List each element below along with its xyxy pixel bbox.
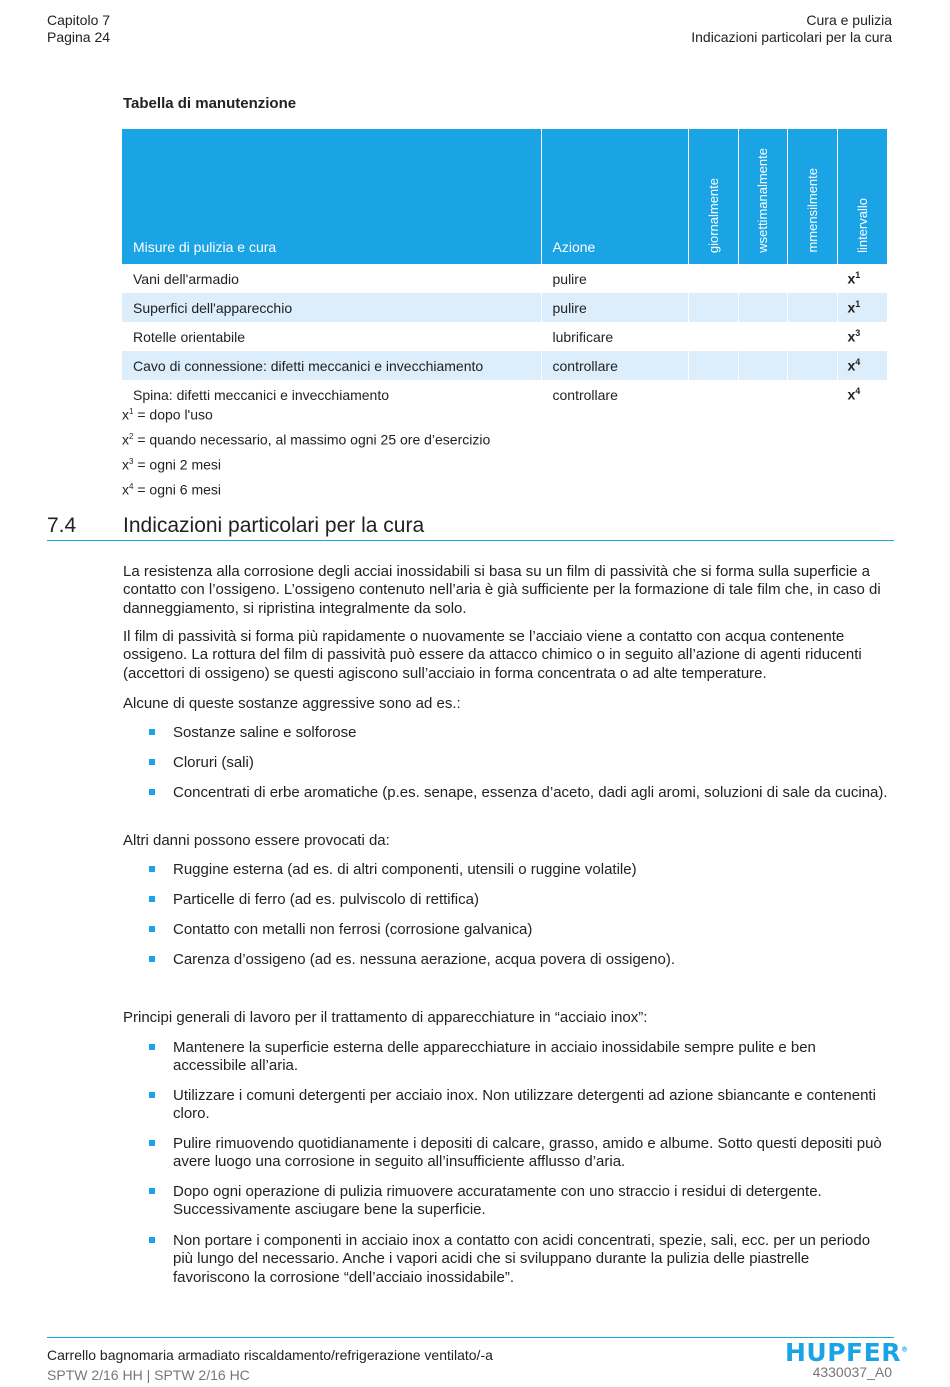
- list-item: Utilizzare i comuni detergenti per acciaio inox. Non utilizzare detergenti ad azione sbiancante e contenenti cloro.: [173, 1087, 876, 1123]
- list-item: Pulire rimuovendo quotidianamente i depositi di calcare, grasso, amido e albume. Sotto questi depositi può avere luogo una corrosione in seguito all’insufficiente afflusso d’aria.: [173, 1135, 882, 1171]
- list-item: Concentrati di erbe aromatiche (p.es. senape, essenza d’aceto, dadi agli aromi, soluzioni di sale da cucina).: [173, 784, 888, 801]
- table-row: [122, 351, 887, 380]
- table-row: [122, 322, 887, 351]
- subsection-label: Indicazioni particolari per la cura: [691, 29, 892, 45]
- header-monthly: mmensilmente: [787, 129, 837, 264]
- footnote: $x^2$ = quando necessario, al massimo ogni 25 ore d’esercizio: [122, 431, 491, 448]
- bullet-icon: [149, 789, 155, 795]
- footnote: $x^4$ = ogni 6 mesi: [122, 482, 222, 499]
- chapter-label: Capitolo 7: [47, 12, 111, 28]
- model-numbers: SPTW 2/16 HH | SPTW 2/16 HC: [47, 1367, 250, 1383]
- row-action: pulire: [541, 293, 688, 322]
- row-interval-mark: $x^1$: [837, 293, 887, 322]
- list-item: Sostanze saline e solforose: [173, 724, 357, 741]
- list-item: Cloruri (sali): [173, 754, 254, 771]
- table-row: [122, 293, 887, 322]
- paragraph: Altri danni possono essere provocati da:: [123, 832, 390, 849]
- list-item: Contatto con metalli non ferrosi (corrosione galvanica): [173, 921, 533, 938]
- paragraph: La resistenza alla corrosione degli acciai inossidabili si basa su un film di passività che si forma sulla superficie a contatto con l’ossigeno. L’ossigeno contenuto nell’aria è già sufficiente per la formazione di tale film che, in caso di danneggiamento, si ripristina integralmente da solo.: [123, 563, 881, 617]
- bullet-icon: [149, 1188, 155, 1194]
- footer-divider: [47, 1337, 894, 1338]
- row-interval-mark: $x^4$: [837, 380, 887, 409]
- bullet-icon: [149, 1237, 155, 1243]
- table-title: Tabella di manutenzione: [123, 95, 297, 112]
- paragraph: Principi generali di lavoro per il trattamento di apparecchiature in “acciaio inox”:: [123, 1009, 648, 1026]
- footnote: $x^3$ = ogni 2 mesi: [122, 456, 222, 473]
- header-measures: Misure di pulizia e cura: [122, 129, 541, 264]
- row-action: lubrificare: [541, 322, 688, 351]
- bullet-icon: [149, 866, 155, 872]
- bullet-icon: [149, 759, 155, 765]
- list-item: Mantenere la superficie esterna delle apparecchiature in acciaio inossidabile sempre pulite e ben accessibile all’aria.: [173, 1039, 816, 1075]
- row-measure: Superfici dell'apparecchio: [122, 293, 541, 322]
- hupfer-logo: HUPFER®: [785, 1338, 909, 1367]
- row-interval-mark: $x^4$: [837, 351, 887, 380]
- bullet-icon: [149, 896, 155, 902]
- bullet-icon: [149, 956, 155, 962]
- list-item: Particelle di ferro (ad es. pulviscolo di rettifica): [173, 891, 479, 908]
- bullet-icon: [149, 1092, 155, 1098]
- list-item: Ruggine esterna (ad es. di altri componenti, utensili o ruggine volatile): [173, 861, 637, 878]
- paragraph: Alcune di queste sostanze aggressive sono ad es.:: [123, 695, 461, 712]
- list-item: Dopo ogni operazione di pulizia rimuovere accuratamente con uno straccio i residui di detergente. Successivamente asciugare bene la superficie.: [173, 1183, 822, 1219]
- bullet-icon: [149, 1140, 155, 1146]
- paragraph: Il film di passività si forma più rapidamente o nuovamente se l’acciaio viene a contatto con acqua contenente ossigeno. La rottura del film di passività può essere da attacco chimico o in seguito all’azione di agenti riducenti (accettori di ossigeno) se questi agiscono sull’acciaio in forma concentrata o ad alte temperature.: [123, 628, 862, 682]
- section-title: Indicazioni particolari per la cura: [123, 514, 425, 537]
- row-interval-mark: $x^3$: [837, 322, 887, 351]
- row-action: controllare: [541, 351, 688, 380]
- table-header-row: [122, 129, 887, 264]
- list-item: Carenza d’ossigeno (ad es. nessuna aerazione, acqua povera di ossigeno).: [173, 951, 675, 968]
- section-label: Cura e pulizia: [806, 12, 892, 28]
- row-measure: Vani dell'armadio: [122, 264, 541, 293]
- header-action: Azione: [541, 129, 688, 264]
- bullet-icon: [149, 729, 155, 735]
- page-footer: [47, 1345, 493, 1385]
- header-interval: lintervallo: [837, 129, 887, 264]
- row-interval-mark: $x^1$: [837, 264, 887, 293]
- product-name: Carrello bagnomaria armadiato riscaldamento/refrigerazione ventilato/-a: [47, 1347, 493, 1363]
- row-measure: Rotelle orientabile: [122, 322, 541, 351]
- bullet-icon: [149, 926, 155, 932]
- row-measure: Cavo di connessione: difetti meccanici e invecchiamento: [122, 351, 541, 380]
- table-row: [122, 264, 887, 293]
- table-footnotes: [122, 401, 490, 502]
- header-daily: giornalmente: [688, 129, 738, 264]
- row-action: pulire: [541, 264, 688, 293]
- header-weekly: wsettimanalmente: [738, 129, 787, 264]
- list-item: Non portare i componenti in acciaio inox a contatto con acidi concentrati, spezie, sali, ecc. per un periodo più lungo del necessario. Anche i vapori acidi che si sviluppano durante la pulizia delle piastrelle favoriscono la corrosione “dell’acciaio inossidabile”.: [173, 1232, 871, 1286]
- footnote: $x^1$ = dopo l'uso: [122, 406, 213, 423]
- row-action: controllare: [541, 380, 688, 409]
- maintenance-table: [122, 129, 888, 409]
- document-code: 4330037_A0: [812, 1364, 892, 1380]
- bullet-icon: [149, 1044, 155, 1050]
- section-number: 7.4: [47, 514, 77, 537]
- row-measure: Spina: difetti meccanici e invecchiamento: [122, 380, 541, 409]
- page-number: Pagina 24: [47, 29, 111, 45]
- section-divider: [47, 540, 894, 541]
